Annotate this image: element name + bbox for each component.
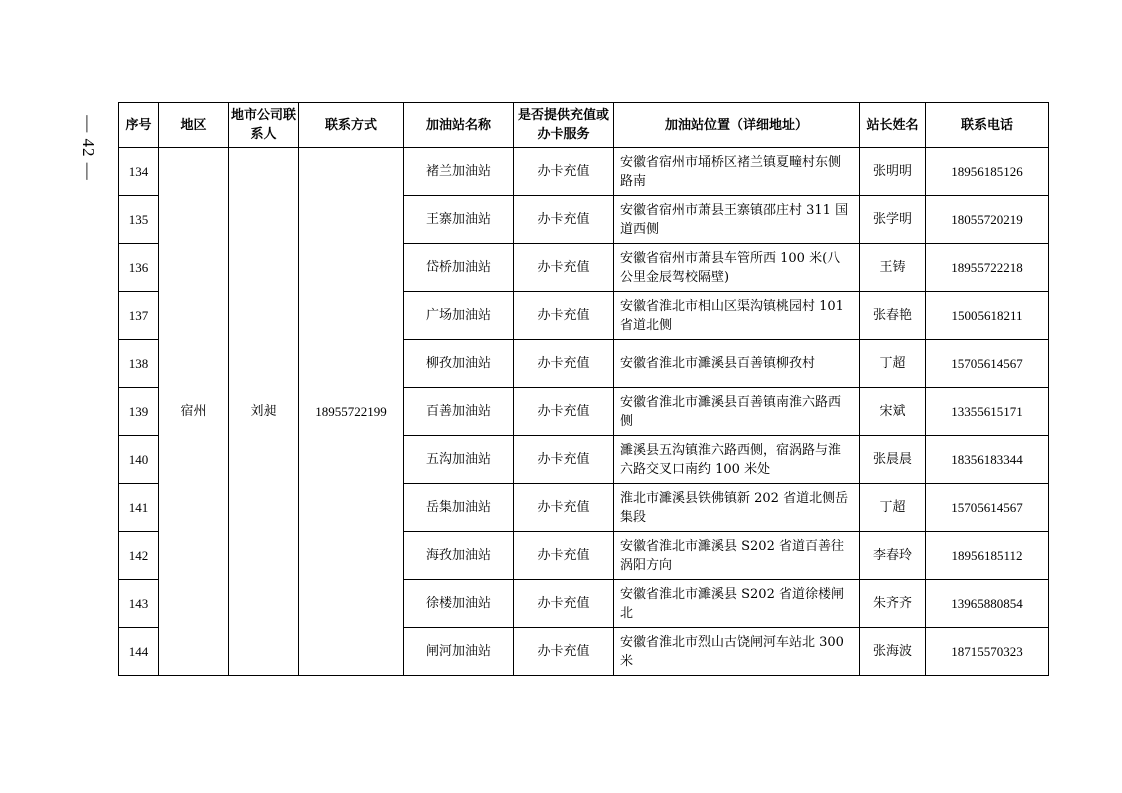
phone-cell: 18955722218 — [926, 244, 1049, 292]
service-cell: 办卡充值 — [514, 148, 614, 196]
seq-cell: 141 — [119, 484, 159, 532]
seq-cell: 134 — [119, 148, 159, 196]
phone-cell: 15705614567 — [926, 484, 1049, 532]
station-name-cell: 岱桥加油站 — [404, 244, 514, 292]
station-name-cell: 王寨加油站 — [404, 196, 514, 244]
station-name-cell: 褚兰加油站 — [404, 148, 514, 196]
address-cell: 安徽省宿州市萧县车管所西 100 米(八公里金辰驾校隔壁) — [614, 244, 860, 292]
manager-cell: 丁超 — [860, 484, 926, 532]
seq-cell: 136 — [119, 244, 159, 292]
seq-cell: 140 — [119, 436, 159, 484]
manager-cell: 宋斌 — [860, 388, 926, 436]
service-cell: 办卡充值 — [514, 340, 614, 388]
address-cell: 濉溪县五沟镇淮六路西侧，宿涡路与淮六路交叉口南约 100 米处 — [614, 436, 860, 484]
header-region: 地区 — [159, 103, 229, 148]
address-cell: 安徽省淮北市烈山古饶闸河车站北 300 米 — [614, 628, 860, 676]
station-name-cell: 徐楼加油站 — [404, 580, 514, 628]
manager-cell: 张海波 — [860, 628, 926, 676]
manager-cell: 张晨晨 — [860, 436, 926, 484]
header-seq: 序号 — [119, 103, 159, 148]
service-cell: 办卡充值 — [514, 580, 614, 628]
address-cell: 安徽省淮北市濉溪县百善镇柳孜村 — [614, 340, 860, 388]
header-address: 加油站位置（详细地址） — [614, 103, 860, 148]
header-service: 是否提供充值或办卡服务 — [514, 103, 614, 148]
seq-cell: 135 — [119, 196, 159, 244]
address-cell: 淮北市濉溪县铁佛镇新 202 省道北侧岳集段 — [614, 484, 860, 532]
header-row — [119, 103, 1049, 148]
phone-cell: 13965880854 — [926, 580, 1049, 628]
service-cell: 办卡充值 — [514, 628, 614, 676]
seq-cell: 142 — [119, 532, 159, 580]
address-cell: 安徽省淮北市濉溪县 S202 省道百善往涡阳方向 — [614, 532, 860, 580]
manager-cell: 丁超 — [860, 340, 926, 388]
station-name-cell: 广场加油站 — [404, 292, 514, 340]
manager-cell: 张春艳 — [860, 292, 926, 340]
gas-station-table — [118, 102, 1049, 676]
header-manager: 站长姓名 — [860, 103, 926, 148]
seq-cell: 143 — [119, 580, 159, 628]
header-phone: 联系电话 — [926, 103, 1049, 148]
service-cell: 办卡充值 — [514, 244, 614, 292]
service-cell: 办卡充值 — [514, 532, 614, 580]
address-cell: 安徽省淮北市濉溪县百善镇南淮六路西侧 — [614, 388, 860, 436]
phone-cell: 18956185126 — [926, 148, 1049, 196]
header-contact-person: 地市公司联系人 — [229, 103, 299, 148]
service-cell: 办卡充值 — [514, 388, 614, 436]
region-cell: 宿州 — [159, 148, 229, 676]
address-cell: 安徽省宿州市埇桥区褚兰镇夏疃村东侧路南 — [614, 148, 860, 196]
service-cell: 办卡充值 — [514, 292, 614, 340]
phone-cell: 15705614567 — [926, 340, 1049, 388]
contact-person-cell: 刘昶 — [229, 148, 299, 676]
manager-cell: 张学明 — [860, 196, 926, 244]
station-name-cell: 五沟加油站 — [404, 436, 514, 484]
header-contact-method: 联系方式 — [299, 103, 404, 148]
phone-cell: 18356183344 — [926, 436, 1049, 484]
manager-cell: 李春玲 — [860, 532, 926, 580]
station-name-cell: 柳孜加油站 — [404, 340, 514, 388]
seq-cell: 138 — [119, 340, 159, 388]
address-cell: 安徽省宿州市萧县王寨镇邵庄村 311 国道西侧 — [614, 196, 860, 244]
service-cell: 办卡充值 — [514, 436, 614, 484]
service-cell: 办卡充值 — [514, 484, 614, 532]
phone-cell: 18055720219 — [926, 196, 1049, 244]
seq-cell: 144 — [119, 628, 159, 676]
manager-cell: 朱齐齐 — [860, 580, 926, 628]
table-row — [119, 148, 1049, 196]
service-cell: 办卡充值 — [514, 196, 614, 244]
header-station-name: 加油站名称 — [404, 103, 514, 148]
station-name-cell: 百善加油站 — [404, 388, 514, 436]
phone-cell: 13355615171 — [926, 388, 1049, 436]
phone-cell: 18715570323 — [926, 628, 1049, 676]
phone-cell: 15005618211 — [926, 292, 1049, 340]
manager-cell: 王铸 — [860, 244, 926, 292]
contact-method-cell: 18955722199 — [299, 148, 404, 676]
station-name-cell: 闸河加油站 — [404, 628, 514, 676]
station-name-cell: 岳集加油站 — [404, 484, 514, 532]
seq-cell: 137 — [119, 292, 159, 340]
phone-cell: 18956185112 — [926, 532, 1049, 580]
address-cell: 安徽省淮北市濉溪县 S202 省道徐楼闸北 — [614, 580, 860, 628]
manager-cell: 张明明 — [860, 148, 926, 196]
page-number: — 42 — — [79, 115, 98, 181]
station-name-cell: 海孜加油站 — [404, 532, 514, 580]
address-cell: 安徽省淮北市相山区渠沟镇桃园村 101 省道北侧 — [614, 292, 860, 340]
seq-cell: 139 — [119, 388, 159, 436]
